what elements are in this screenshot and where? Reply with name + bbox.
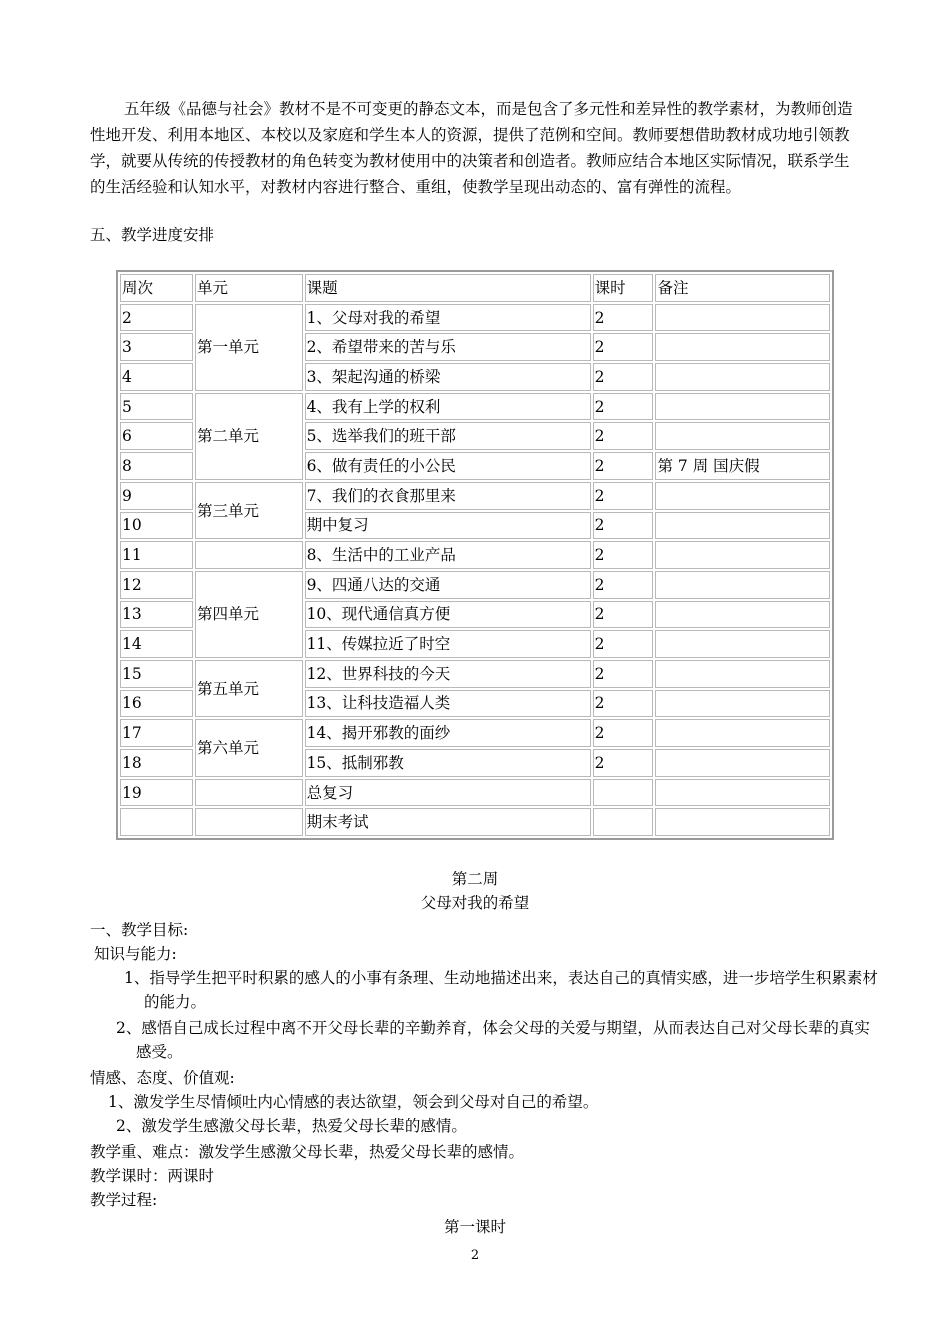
emotion-item-1: 1、激发学生尽情倾吐内心情感的表达欲望，领会到父母对自己的希望。 <box>108 1093 599 1111</box>
emotion-item-2: 2、激发学生感激父母长辈，热爱父母长辈的感情。 <box>116 1117 467 1135</box>
cell-week: 15 <box>120 660 193 688</box>
cell-week: 3 <box>120 333 193 361</box>
cell-hours <box>593 779 654 807</box>
cell-topic: 13、让科技造福人类 <box>305 690 591 718</box>
cell-note <box>655 571 830 599</box>
cell-note <box>655 690 830 718</box>
cell-note <box>655 541 830 569</box>
knowledge-item-1: 1、指导学生把平时积累的感人的小事有条理、生动地描述出来，表达自己的真情实感，进一步培学生积累素材的能力。 <box>124 969 878 1011</box>
knowledge-heading: 知识与能力: <box>94 945 177 963</box>
cell-week: 8 <box>120 452 193 480</box>
table-row <box>120 541 830 569</box>
table-row <box>120 304 830 332</box>
objectives-heading: 一、教学目标: <box>90 921 189 939</box>
week-label: 第二周 <box>451 870 499 888</box>
cell-hours <box>593 808 654 836</box>
cell-unit: 第一单元 <box>195 304 303 391</box>
cell-topic: 6、做有责任的小公民 <box>305 452 591 480</box>
process-heading: 教学过程: <box>90 1191 158 1209</box>
cell-hours: 2 <box>593 749 654 777</box>
cell-hours: 2 <box>593 333 654 361</box>
cell-topic: 总复习 <box>305 779 591 807</box>
key-points: 教学重、难点：激发学生感激父母长辈，热爱父母长辈的感情。 <box>90 1143 525 1161</box>
cell-note <box>655 333 830 361</box>
cell-topic: 14、揭开邪教的面纱 <box>305 719 591 747</box>
cell-week: 4 <box>120 363 193 391</box>
cell-note <box>655 630 830 658</box>
cell-week: 9 <box>120 482 193 510</box>
cell-hours: 2 <box>593 452 654 480</box>
table-header-row <box>120 274 830 302</box>
header-note: 备注 <box>655 274 830 302</box>
table-row <box>120 719 830 747</box>
cell-unit-empty <box>195 541 303 569</box>
cell-hours: 2 <box>593 571 654 599</box>
cell-week: 17 <box>120 719 193 747</box>
knowledge-item-2: 2、感悟自己成长过程中离不开父母长辈的辛勤养育，体会父母的关爱与期望，从而表达自己对父母长辈的真实感受。 <box>116 1019 870 1061</box>
cell-unit: 第四单元 <box>195 571 303 658</box>
cell-week: 6 <box>120 422 193 450</box>
cell-note <box>655 393 830 421</box>
cell-topic: 4、我有上学的权利 <box>305 393 591 421</box>
cell-topic: 15、抵制邪教 <box>305 749 591 777</box>
cell-week: 19 <box>120 779 193 807</box>
cell-hours: 2 <box>593 541 654 569</box>
header-hours: 课时 <box>593 274 654 302</box>
cell-unit: 第二单元 <box>195 393 303 480</box>
cell-note <box>655 512 830 540</box>
cell-week: 11 <box>120 541 193 569</box>
cell-topic: 2、希望带来的苦与乐 <box>305 333 591 361</box>
cell-hours: 2 <box>593 512 654 540</box>
cell-hours: 2 <box>593 690 654 718</box>
cell-unit: 第三单元 <box>195 482 303 539</box>
cell-week: 14 <box>120 630 193 658</box>
cell-week <box>120 808 193 836</box>
cell-note <box>655 660 830 688</box>
cell-hours: 2 <box>593 304 654 332</box>
cell-topic: 期末考试 <box>305 808 591 836</box>
lesson-title: 父母对我的希望 <box>420 894 530 912</box>
cell-unit: 第六单元 <box>195 719 303 776</box>
cell-week: 5 <box>120 393 193 421</box>
cell-note <box>655 304 830 332</box>
cell-hours: 2 <box>593 630 654 658</box>
cell-note <box>655 363 830 391</box>
cell-topic: 8、生活中的工业产品 <box>305 541 591 569</box>
cell-unit-empty <box>195 779 303 807</box>
cell-note <box>655 601 830 629</box>
emotion-heading: 情感、态度、价值观: <box>90 1069 235 1087</box>
cell-hours: 2 <box>593 393 654 421</box>
cell-week: 12 <box>120 571 193 599</box>
intro-paragraph: 五年级《品德与社会》教材不是不可变更的静态文本，而是包含了多元性和差异性的教学素材，为教师创造性地开发、利用本地区、本校以及家庭和学生本人的资源，提供了范例和空间。教师要想借助教材成功地引领教学，就要从传统的传授教材的角色转变为教材使用中的决策者和创造者。教师应结合本地区实际情况，联系学生的生活经验和认知水平，对教材内容进行整合、重组，使教学呈现出动态的、富有弹性的流程。 <box>90 100 853 196</box>
header-week: 周次 <box>120 274 193 302</box>
cell-week: 2 <box>120 304 193 332</box>
cell-topic: 9、四通八达的交通 <box>305 571 591 599</box>
cell-week: 16 <box>120 690 193 718</box>
class-hours: 教学课时：两课时 <box>90 1167 215 1185</box>
cell-note <box>655 719 830 747</box>
cell-note <box>655 779 830 807</box>
cell-hours: 2 <box>593 660 654 688</box>
cell-topic: 10、现代通信真方便 <box>305 601 591 629</box>
table-row <box>120 482 830 510</box>
table-row <box>120 393 830 421</box>
cell-note: 第 7 周 国庆假 <box>655 452 830 480</box>
table-row <box>120 571 830 599</box>
cell-topic: 5、选举我们的班干部 <box>305 422 591 450</box>
page-number: 2 <box>470 1248 480 1263</box>
cell-hours: 2 <box>593 601 654 629</box>
table-row <box>120 779 830 807</box>
cell-topic: 12、世界科技的今天 <box>305 660 591 688</box>
cell-note <box>655 808 830 836</box>
cell-note <box>655 482 830 510</box>
cell-hours: 2 <box>593 363 654 391</box>
cell-unit: 第五单元 <box>195 660 303 717</box>
header-topic: 课题 <box>305 274 591 302</box>
cell-week: 10 <box>120 512 193 540</box>
cell-week: 18 <box>120 749 193 777</box>
table-row <box>120 808 830 836</box>
first-class-title: 第一课时 <box>443 1218 506 1236</box>
cell-hours: 2 <box>593 422 654 450</box>
cell-week: 13 <box>120 601 193 629</box>
cell-topic: 1、父母对我的希望 <box>305 304 591 332</box>
cell-topic: 3、架起沟通的桥梁 <box>305 363 591 391</box>
cell-note <box>655 422 830 450</box>
cell-hours: 2 <box>593 482 654 510</box>
cell-unit-empty <box>195 808 303 836</box>
cell-topic: 期中复习 <box>305 512 591 540</box>
cell-topic: 11、传媒拉近了时空 <box>305 630 591 658</box>
cell-hours: 2 <box>593 719 654 747</box>
table-row <box>120 660 830 688</box>
cell-topic: 7、我们的衣食那里来 <box>305 482 591 510</box>
cell-note <box>655 749 830 777</box>
header-unit: 单元 <box>195 274 303 302</box>
section-title: 五、教学进度安排 <box>90 226 215 244</box>
schedule-table <box>116 270 834 840</box>
